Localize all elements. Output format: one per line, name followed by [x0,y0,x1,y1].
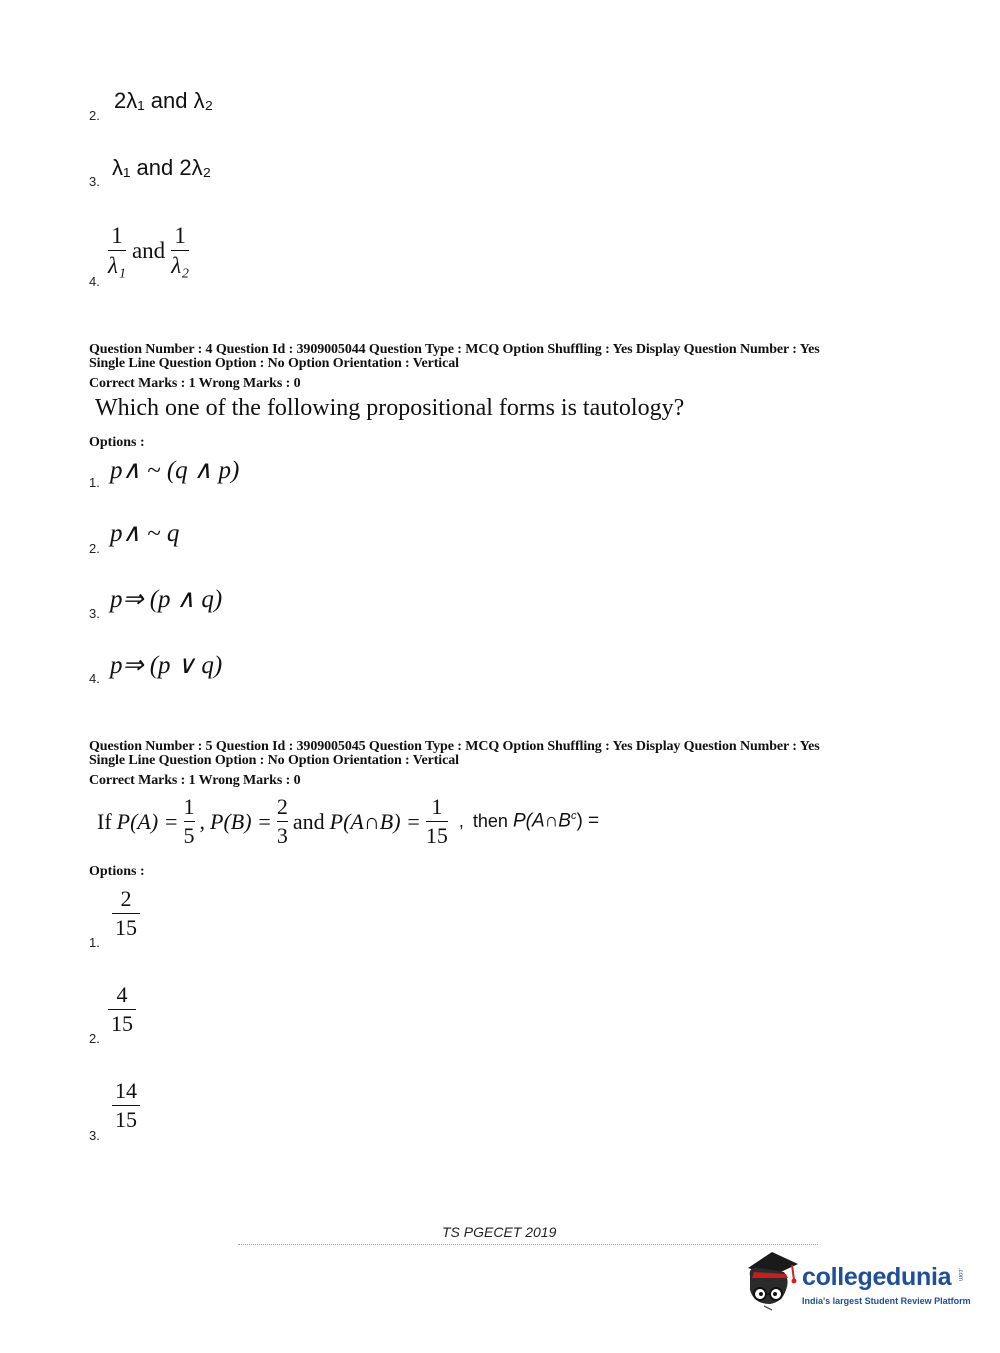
mascot-icon [742,1246,800,1312]
pb-expr: P(B) = [210,808,272,834]
numerator: 1 [431,794,443,819]
numerator: 14 [115,1078,137,1103]
numerator: 4 [116,982,128,1007]
denominator: 5 [183,823,195,848]
meta-line-2: Single Line Question Option : No Option Orientation : Vertical [89,753,459,768]
denominator: 15 [115,1107,137,1132]
option-number: 2. [89,108,100,123]
denominator: 15 [111,1011,133,1036]
option-number: 3. [89,1128,100,1143]
denominator: 3 [276,823,288,848]
option-number: 3. [89,174,100,189]
and-text: and [292,808,325,834]
fraction [108,224,126,277]
meta-line-1: Question Number : 4 Question Id : 3909005044 Question Type : MCQ Option Shuffling : Yes Display Question Number : Yes [89,342,820,357]
question-meta [89,343,889,371]
denominator: λ₂ [171,253,190,278]
question-text: Which one of the following propositional forms is tautology? [95,395,685,421]
options-label: Options : [89,435,145,450]
option-text: 2λ₁ and λ₂ [114,88,214,113]
brand-suffix: .com [957,1268,963,1282]
target-close: ) = [576,810,600,832]
target-base: P(A∩B [512,810,571,832]
option-number: 4. [89,274,100,289]
question-meta [89,740,889,768]
numerator: 1 [183,794,195,819]
fraction [112,888,140,939]
numerator: 2 [276,794,288,819]
if-text: If [97,808,112,834]
pa-expr: P(A) = [116,808,179,834]
option-text: λ₁ and 2λ₂ [112,155,212,180]
option-text: p⇒ (p ∧ q) [110,586,223,613]
option-text: p⇒ (p ∨ q) [110,652,223,679]
fraction [171,224,189,277]
pab-expr: P(A∩B) = [329,808,421,834]
numerator: 1 [111,223,123,248]
denominator: λ₁ [108,253,126,278]
fraction [184,796,195,847]
option-number: 3. [89,606,100,621]
marks: Correct Marks : 1 Wrong Marks : 0 [89,773,301,788]
comma: , [458,811,464,831]
meta-line-1: Question Number : 5 Question Id : 3909005045 Question Type : MCQ Option Shuffling : Yes Display Question Number : Yes [89,739,820,754]
collegedunia-logo [742,1246,972,1316]
denominator: 15 [425,823,448,848]
meta-line-2: Single Line Question Option : No Option Orientation : Vertical [89,356,459,371]
option-number: 2. [89,541,100,556]
fraction [426,796,448,847]
and-text: and [131,237,166,263]
footer-divider [238,1244,818,1245]
complement-sup: c [570,810,577,823]
target-expr [513,810,599,832]
fraction [277,796,288,847]
exam-footer: TS PGECET 2019 [442,1224,557,1240]
option-text: p∧ ~ (q ∧ p) [110,457,240,484]
option-number: 2. [89,1031,100,1046]
brand-name: collegedunia [802,1263,952,1291]
fraction [108,984,136,1035]
option-number: 1. [89,475,100,490]
options-label: Options : [89,864,145,879]
option-text: p∧ ~ q [110,520,180,547]
then-text: then [472,811,508,831]
option-math [108,224,189,277]
option-number: 4. [89,671,100,686]
brand-tagline: India's largest Student Review Platform [802,1296,971,1306]
numerator: 2 [120,886,132,911]
question-text [97,796,599,847]
numerator: 1 [174,223,186,248]
comma: , [199,808,206,834]
option-number: 1. [89,935,100,950]
denominator: 15 [115,915,137,940]
marks: Correct Marks : 1 Wrong Marks : 0 [89,376,301,391]
fraction [112,1080,140,1131]
